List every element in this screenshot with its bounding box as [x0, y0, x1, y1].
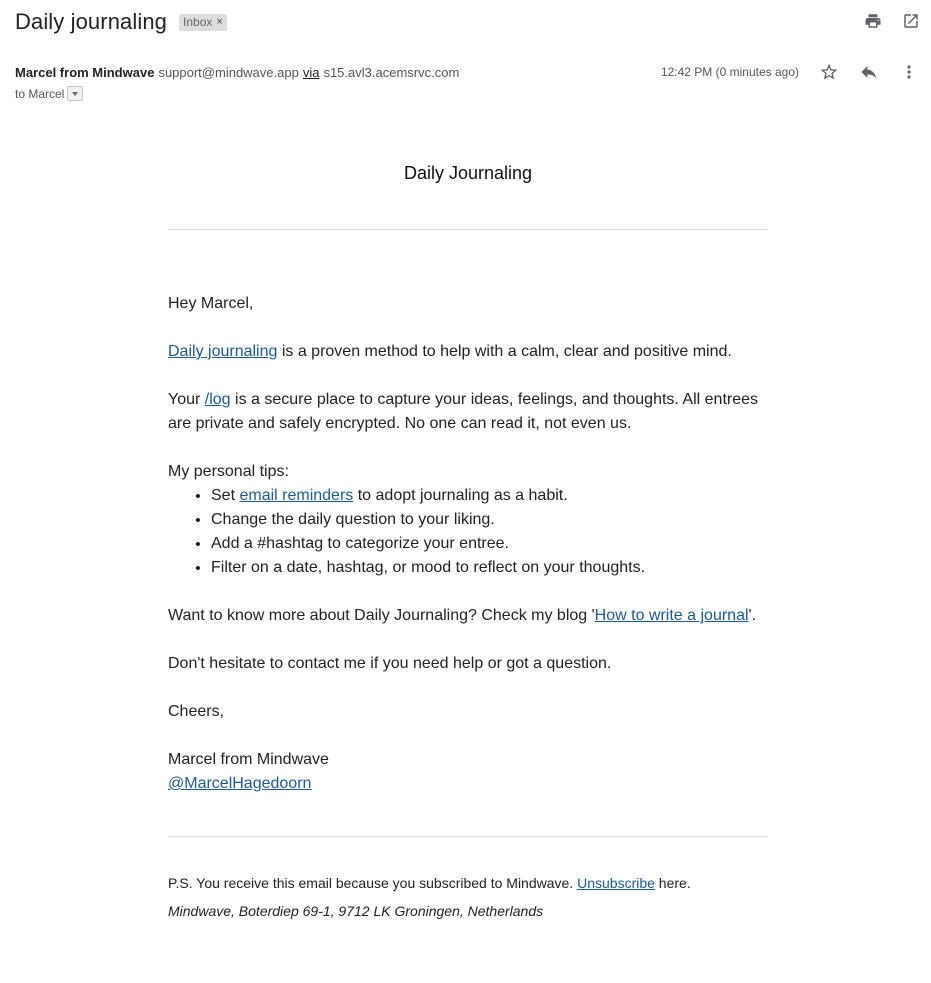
reply-icon[interactable] — [859, 62, 879, 82]
message-actions — [661, 62, 919, 82]
email-reminders-link[interactable]: email reminders — [239, 487, 354, 504]
daily-journaling-link[interactable]: Daily journaling — [168, 343, 278, 360]
sender-row — [15, 65, 459, 80]
email-footer — [168, 875, 768, 920]
closing: Cheers, — [168, 703, 225, 720]
message-timestamp: 12:42 PM (0 minutes ago) — [660, 65, 799, 79]
list-item: • Add a #hashtag to categorize your entree. — [211, 532, 768, 556]
inbox-label-text: Inbox — [183, 14, 213, 29]
greeting: Hey Marcel, — [168, 295, 254, 312]
tips-list — [168, 484, 768, 580]
paragraph-intro: Daily journaling is a proven method to help with a calm, clear and positive mind. — [168, 343, 732, 360]
sender-via-host: s15.avl3.acemsrvc.com — [323, 65, 460, 80]
signature — [168, 748, 768, 796]
top-toolbar — [863, 11, 921, 31]
footer-address: Mindwave, Boterdiep 69-1, 9712 LK Groningen, Netherlands — [168, 903, 544, 919]
chevron-down-icon[interactable] — [67, 86, 83, 101]
footer-divider — [168, 836, 768, 837]
inbox-label-chip[interactable] — [179, 14, 227, 31]
email-subject: Daily journaling — [15, 9, 168, 34]
paragraph-log: Your /log is a secure place to capture your ideas, feelings, and thoughts. All entrees are private and safely encrypted. No one can read it, not even us. — [168, 391, 759, 432]
unsubscribe-link[interactable]: Unsubscribe — [577, 875, 655, 891]
recipient-text: to Marcel — [15, 86, 65, 101]
footer-ps: P.S. You receive this email because you subscribed to Mindwave. Unsubscribe here. — [168, 875, 691, 891]
subject-row — [15, 8, 227, 36]
tips-title: My personal tips: — [168, 463, 289, 480]
list-item: • Set email reminders to adopt journaling as a habit. — [211, 484, 768, 508]
sender-via-link[interactable]: via — [302, 65, 320, 80]
log-link[interactable]: /log — [204, 391, 231, 408]
twitter-handle-link[interactable]: @MarcelHagedoorn — [168, 775, 312, 792]
list-item: • Filter on a date, hashtag, or mood to reflect on your thoughts. — [211, 556, 768, 580]
list-item: • Change the daily question to your liking. — [211, 508, 768, 532]
sender-name: Marcel from Mindwave — [15, 65, 155, 80]
email-body — [168, 150, 768, 931]
recipient-row — [15, 86, 83, 101]
remove-label-icon[interactable]: × — [216, 15, 223, 28]
divider — [168, 229, 768, 230]
open-in-new-window-icon[interactable] — [901, 11, 921, 31]
print-icon[interactable] — [863, 11, 883, 31]
email-content — [168, 292, 768, 796]
paragraph-blog: Want to know more about Daily Journaling? Check my blog 'How to write a journal'. — [168, 607, 757, 624]
email-heading: Daily Journaling — [403, 163, 533, 183]
star-icon[interactable] — [819, 62, 839, 82]
paragraph-contact: Don't hesitate to contact me if you need help or got a question. — [168, 655, 612, 672]
sender-email: support@mindwave.app — [158, 65, 299, 80]
signature-name: Marcel from Mindwave — [168, 751, 329, 768]
blog-link[interactable]: How to write a journal — [594, 607, 749, 624]
more-vertical-icon[interactable] — [899, 62, 919, 82]
